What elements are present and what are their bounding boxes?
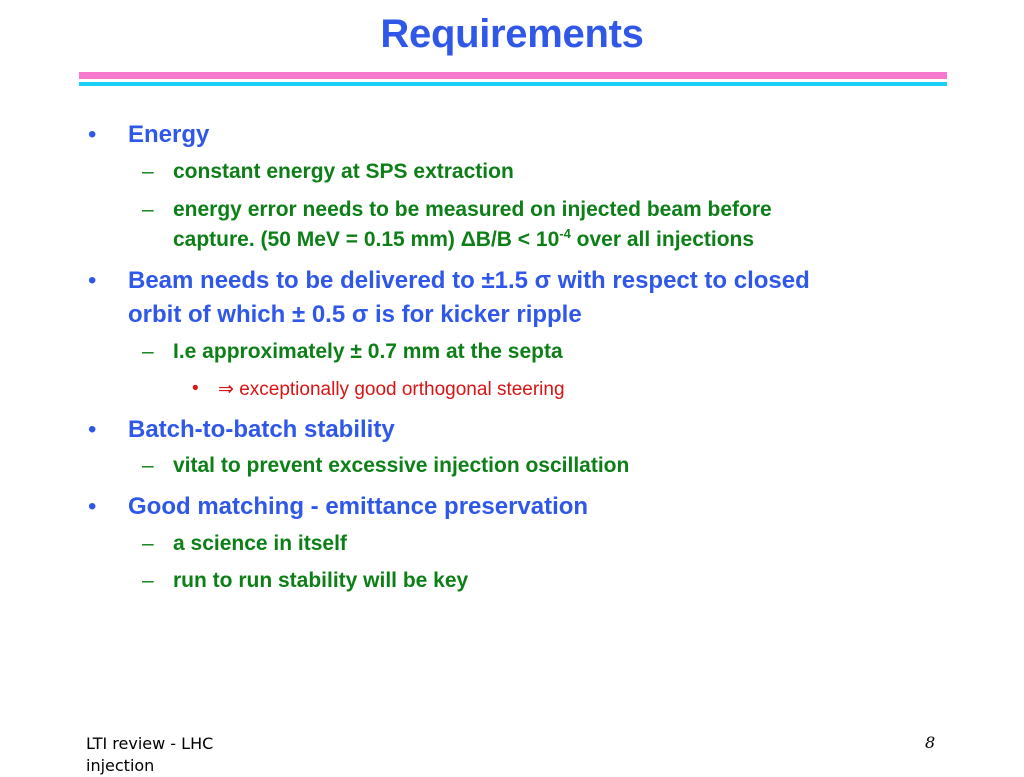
sub-dash: – bbox=[142, 160, 154, 183]
sub-dash: – bbox=[142, 454, 154, 477]
matching-sub-1: a science in itself bbox=[173, 532, 347, 555]
bullet-dot: • bbox=[88, 267, 97, 294]
exponent: -4 bbox=[559, 226, 571, 241]
bullet-beam-line-2: orbit of which ± 0.5 σ is for kicker ripple bbox=[128, 301, 582, 328]
page-number: 8 bbox=[925, 733, 936, 752]
bullet-matching: Good matching - emittance preservation bbox=[128, 493, 589, 520]
bullet-dot: • bbox=[88, 493, 97, 520]
energy-sub-1: constant energy at SPS extraction bbox=[173, 160, 514, 183]
energy-sub-2-text-b: over all injections bbox=[570, 228, 755, 251]
sub-dash: – bbox=[142, 198, 154, 221]
bullet-batch: Batch-to-batch stability bbox=[128, 416, 395, 443]
sub-dash: – bbox=[142, 532, 154, 555]
matching-sub-2: run to run stability will be key bbox=[173, 569, 469, 592]
bullet-energy: Energy bbox=[128, 121, 210, 148]
bullet-dot: • bbox=[88, 416, 97, 443]
batch-sub-1: vital to prevent excessive injection oscillation bbox=[173, 454, 630, 477]
energy-sub-2-line-2 bbox=[173, 228, 754, 252]
energy-sub-2-text-a: capture. (50 MeV = 0.15 mm) ΔB/B < 10 bbox=[173, 228, 560, 251]
subsub-dot: • bbox=[192, 378, 199, 399]
title-rule-pink bbox=[79, 72, 947, 79]
title-rule-cyan bbox=[79, 82, 947, 86]
sub-dash: – bbox=[142, 569, 154, 592]
bullet-beam-line-1: Beam needs to be delivered to ±1.5 σ with respect to closed bbox=[128, 267, 810, 294]
beam-sub-1: I.e approximately ± 0.7 mm at the septa bbox=[173, 340, 563, 363]
energy-sub-2-line-1: energy error needs to be measured on injected beam before bbox=[173, 198, 772, 221]
footer-left-line-1: LTI review - LHC bbox=[86, 734, 214, 753]
bullet-dot: • bbox=[88, 121, 97, 148]
footer-left bbox=[86, 733, 213, 777]
sub-dash: – bbox=[142, 340, 154, 363]
page-title: Requirements bbox=[380, 12, 644, 56]
beam-subsub-1: ⇒ exceptionally good orthogonal steering bbox=[218, 379, 565, 400]
footer-left-line-2: injection bbox=[86, 756, 155, 775]
